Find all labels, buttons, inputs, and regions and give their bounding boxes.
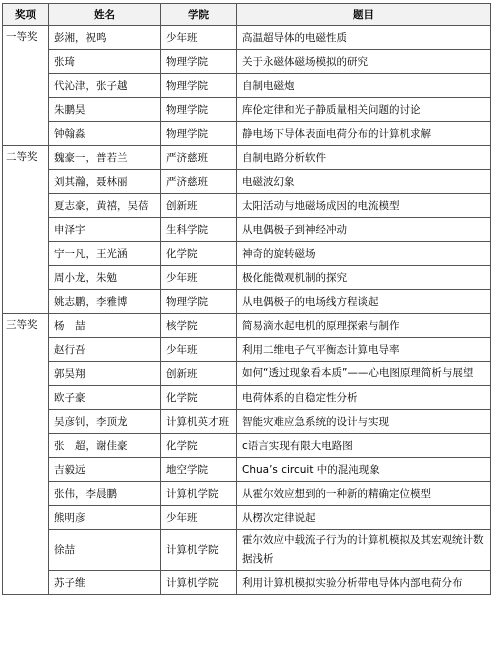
student-name: 夏志豪，黄禧，吴蓓 (49, 194, 161, 218)
table-row (3, 506, 491, 530)
college-name: 化学院 (161, 242, 237, 266)
college-name: 计算机英才班 (161, 410, 237, 434)
student-name: 熊明彦 (49, 506, 161, 530)
student-name: 彭湘，祝鸣 (49, 26, 161, 50)
table-row (3, 146, 491, 170)
table-row (3, 530, 491, 571)
table-row (3, 122, 491, 146)
college-name: 计算机学院 (161, 482, 237, 506)
project-title: 从楞次定律说起 (237, 506, 491, 530)
table-row (3, 482, 491, 506)
table-row (3, 571, 491, 595)
project-title: 自制电路分析软件 (237, 146, 491, 170)
project-title: c语言实现有限大电路图 (237, 434, 491, 458)
student-name: 赵行吾 (49, 338, 161, 362)
student-name: 徐喆 (49, 530, 161, 571)
project-title: 如何“透过现象看本质”——心电图原理简析与展望 (237, 362, 491, 386)
student-name: 宁一凡，王光涵 (49, 242, 161, 266)
student-name: 欧子豪 (49, 386, 161, 410)
student-name: 姚志鹏，李雅博 (49, 290, 161, 314)
college-name: 化学院 (161, 434, 237, 458)
student-name: 魏豪一，普若兰 (49, 146, 161, 170)
student-name: 朱鹏昊 (49, 98, 161, 122)
student-name: 郭昊翔 (49, 362, 161, 386)
college-name: 物理学院 (161, 290, 237, 314)
college-name: 物理学院 (161, 74, 237, 98)
awards-table-container (2, 3, 490, 595)
project-title: 关于永磁体磁场模拟的研究 (237, 50, 491, 74)
college-name: 严济慈班 (161, 170, 237, 194)
header-college: 学院 (161, 4, 237, 26)
table-row (3, 458, 491, 482)
project-title: Chua’s circuit 中的混沌现象 (237, 458, 491, 482)
table-row (3, 266, 491, 290)
college-name: 严济慈班 (161, 146, 237, 170)
table-row (3, 218, 491, 242)
project-title: 利用二维电子气平衡态计算电导率 (237, 338, 491, 362)
project-title: 利用计算机模拟实验分析带电导体内部电荷分布 (237, 571, 491, 595)
college-name: 物理学院 (161, 50, 237, 74)
award-level: 二等奖 (3, 146, 49, 314)
project-title: 静电场下导体表面电荷分布的计算机求解 (237, 122, 491, 146)
project-title: 电磁波幻象 (237, 170, 491, 194)
table-row (3, 338, 491, 362)
college-name: 计算机学院 (161, 571, 237, 595)
college-name: 少年班 (161, 338, 237, 362)
project-title: 自制电磁炮 (237, 74, 491, 98)
student-name: 杨 喆 (49, 314, 161, 338)
table-row (3, 50, 491, 74)
student-name: 苏子维 (49, 571, 161, 595)
student-name: 刘其瀚，聂林丽 (49, 170, 161, 194)
project-title: 神奇的旋转磁场 (237, 242, 491, 266)
table-row (3, 386, 491, 410)
student-name: 钟翰淼 (49, 122, 161, 146)
table-row (3, 242, 491, 266)
student-name: 申泽宇 (49, 218, 161, 242)
student-name: 张 超，谢佳豪 (49, 434, 161, 458)
awards-table-body (3, 26, 491, 595)
project-title: 智能灾难应急系统的设计与实现 (237, 410, 491, 434)
table-row (3, 314, 491, 338)
college-name: 创新班 (161, 194, 237, 218)
college-name: 少年班 (161, 26, 237, 50)
college-name: 化学院 (161, 386, 237, 410)
table-row (3, 74, 491, 98)
project-title: 极化能微观机制的探究 (237, 266, 491, 290)
table-row (3, 434, 491, 458)
college-name: 少年班 (161, 506, 237, 530)
table-row (3, 26, 491, 50)
project-title: 从电偶极子到神经冲动 (237, 218, 491, 242)
student-name: 张伟，李晨鹏 (49, 482, 161, 506)
table-row (3, 98, 491, 122)
project-title: 简易滴水起电机的原理探索与制作 (237, 314, 491, 338)
college-name: 计算机学院 (161, 530, 237, 571)
table-row (3, 410, 491, 434)
project-title: 库伦定律和光子静质量相关问题的讨论 (237, 98, 491, 122)
award-level: 三等奖 (3, 314, 49, 595)
awards-table (2, 3, 491, 595)
student-name: 吴彦钊，李顶龙 (49, 410, 161, 434)
student-name: 周小龙，朱勉 (49, 266, 161, 290)
student-name: 代沁津，张子越 (49, 74, 161, 98)
college-name: 核学院 (161, 314, 237, 338)
header-title: 题目 (237, 4, 491, 26)
college-name: 物理学院 (161, 122, 237, 146)
header-name: 姓名 (49, 4, 161, 26)
table-row (3, 170, 491, 194)
award-level: 一等奖 (3, 26, 49, 146)
project-title: 电荷体系的自稳定性分析 (237, 386, 491, 410)
college-name: 少年班 (161, 266, 237, 290)
college-name: 地空学院 (161, 458, 237, 482)
project-title: 从电偶极子的电场线方程谈起 (237, 290, 491, 314)
student-name: 张琦 (49, 50, 161, 74)
project-title: 从霍尔效应想到的一种新的精确定位模型 (237, 482, 491, 506)
header-row (3, 4, 491, 26)
header-award: 奖项 (3, 4, 49, 26)
project-title: 高温超导体的电磁性质 (237, 26, 491, 50)
student-name: 吉毅远 (49, 458, 161, 482)
project-title: 霍尔效应中载流子行为的计算机模拟及其宏观统计数据浅析 (237, 530, 491, 571)
college-name: 物理学院 (161, 98, 237, 122)
table-row (3, 290, 491, 314)
college-name: 生科学院 (161, 218, 237, 242)
table-row (3, 194, 491, 218)
project-title: 太阳活动与地磁场成因的电流模型 (237, 194, 491, 218)
table-row (3, 362, 491, 386)
college-name: 创新班 (161, 362, 237, 386)
